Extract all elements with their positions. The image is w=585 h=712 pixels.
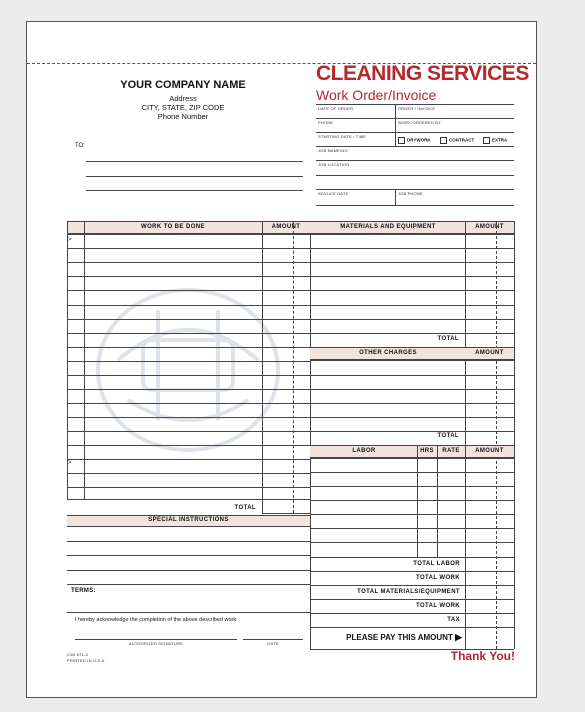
- materials-row-line[interactable]: [310, 319, 514, 320]
- materials-row-line[interactable]: [310, 262, 514, 263]
- work-row-line[interactable]: [67, 431, 310, 432]
- work-row-line[interactable]: [67, 276, 310, 277]
- materials-row-line[interactable]: [310, 613, 514, 614]
- work-row-line[interactable]: [67, 375, 310, 376]
- other-charges-amount-heading: AMOUNT: [475, 350, 504, 356]
- to-line-3[interactable]: [86, 190, 303, 191]
- date-line[interactable]: [243, 639, 303, 640]
- materials-row-line[interactable]: [310, 528, 514, 529]
- signature-label: AUTHORIZED SIGNATURE: [128, 641, 184, 646]
- materials-row-line[interactable]: [310, 486, 514, 487]
- materials-row-line[interactable]: [310, 417, 514, 418]
- job-phone-label: JOB PHONE: [398, 191, 423, 196]
- work-total-label: TOTAL: [234, 505, 256, 511]
- work-row-marker-1: >: [68, 237, 72, 243]
- total-work-2-label: TOTAL WORK: [416, 603, 460, 609]
- other-charges-heading: OTHER CHARGES: [359, 350, 417, 356]
- materials-row-line[interactable]: [310, 542, 514, 543]
- materials-row-line[interactable]: [310, 389, 514, 390]
- special-line-2[interactable]: [67, 555, 310, 556]
- work-row-line[interactable]: [67, 417, 310, 418]
- work-row-line[interactable]: [67, 403, 310, 404]
- materials-row-line[interactable]: [310, 585, 514, 586]
- extra-checkbox[interactable]: EXTRA: [483, 137, 507, 144]
- printed-in-usa: PRINTED IN U.S.A.: [67, 658, 106, 663]
- contract-checkbox[interactable]: CONTRACT: [440, 137, 474, 144]
- date-of-order-label: DATE OF ORDER: [318, 106, 354, 111]
- work-row-line[interactable]: [67, 459, 310, 460]
- work-row-line[interactable]: [67, 290, 310, 291]
- phone-label: PHONE: [318, 120, 334, 125]
- materials-row-line[interactable]: [310, 431, 514, 432]
- job-location-label: JOB LOCATION: [318, 162, 350, 167]
- materials-row-line[interactable]: [310, 276, 514, 277]
- play-arrow-icon: ▶: [455, 632, 462, 642]
- materials-heading: MATERIALS AND EQUIPMENT: [340, 224, 436, 230]
- work-to-be-done-heading: WORK TO BE DONE: [141, 224, 205, 230]
- company-name: YOUR COMPANY NAME: [120, 79, 246, 91]
- company-city: CITY, STATE, ZIP CODE: [141, 103, 225, 112]
- work-row-line[interactable]: [67, 333, 310, 334]
- work-ordered-by-label: WORK ORDERED BY: [398, 120, 442, 125]
- date-label: DATE: [267, 641, 279, 646]
- materials-row-line[interactable]: [310, 333, 514, 334]
- terms-label: TERMS:: [71, 588, 96, 594]
- materials-row-line[interactable]: [310, 472, 514, 473]
- work-row-line[interactable]: [67, 305, 310, 306]
- work-row-line[interactable]: [67, 248, 310, 249]
- materials-row-line[interactable]: [310, 403, 514, 404]
- invoice-date-label: INVOICE DATE: [318, 191, 349, 196]
- signature-line[interactable]: [75, 639, 237, 640]
- special-line-1[interactable]: [67, 541, 310, 542]
- starting-date-label: STARTING DATE / TIME: [318, 134, 367, 139]
- thank-you-text: Thank You!: [450, 649, 515, 663]
- materials-row-line[interactable]: [310, 571, 514, 572]
- work-amount-heading: AMOUNT: [271, 224, 301, 230]
- materials-amount-heading: AMOUNT: [475, 224, 504, 230]
- please-pay-label: PLEASE PAY THIS AMOUNT ▶: [346, 632, 462, 642]
- company-phone: Phone Number: [157, 112, 209, 121]
- work-row-line[interactable]: [67, 389, 310, 390]
- hrs-heading: HRS: [420, 448, 434, 454]
- materials-row-line[interactable]: [310, 290, 514, 291]
- work-row-marker-2: >: [68, 460, 72, 466]
- acknowledge-text: I hereby acknowledge the completion of the above described work:: [75, 617, 238, 623]
- work-row-line[interactable]: [67, 347, 310, 348]
- to-line-2[interactable]: [86, 176, 303, 177]
- labor-amount-heading: AMOUNT: [475, 448, 504, 454]
- work-row-line[interactable]: [67, 473, 310, 474]
- document-subtitle: Work Order/Invoice: [316, 87, 437, 103]
- work-row-line[interactable]: [67, 234, 310, 235]
- work-row-line[interactable]: [67, 487, 310, 488]
- labor-heading: LABOR: [352, 448, 376, 454]
- special-line-3[interactable]: [67, 570, 310, 571]
- materials-row-line[interactable]: [310, 248, 514, 249]
- materials-row-line[interactable]: [310, 557, 514, 558]
- job-name-label: JOB NAME/NO: [318, 148, 348, 153]
- materials-row-line[interactable]: [310, 500, 514, 501]
- rate-heading: RATE: [442, 448, 460, 454]
- document-title: CLEANING SERVICES: [316, 62, 529, 85]
- work-row-line[interactable]: [67, 445, 310, 446]
- total-work-label: TOTAL WORK: [416, 575, 460, 581]
- materials-row-line[interactable]: [310, 234, 514, 235]
- dry-work-checkbox[interactable]: DRYWORK: [398, 137, 431, 144]
- materials-row-line[interactable]: [310, 514, 514, 515]
- work-row-line[interactable]: [67, 499, 310, 500]
- materials-row-line[interactable]: [310, 305, 514, 306]
- watermark-emblem: [88, 270, 288, 470]
- order-no-label: ORDER / INVOICE: [398, 106, 436, 111]
- materials-row-line[interactable]: [310, 375, 514, 376]
- special-instructions-heading: SPECIAL INSTRUCTIONS: [148, 517, 229, 523]
- work-row-line[interactable]: [67, 361, 310, 362]
- materials-row-line[interactable]: [310, 599, 514, 600]
- to-label: TO:: [75, 143, 85, 149]
- materials-row-line[interactable]: [310, 360, 514, 361]
- materials-row-line[interactable]: [310, 458, 514, 459]
- total-materials-label: TOTAL MATERIALS/EQUIPMENT: [357, 589, 460, 595]
- total-labor-label: TOTAL LABOR: [413, 561, 460, 567]
- work-row-line[interactable]: [67, 262, 310, 263]
- form-code: CWI 871-3: [67, 652, 88, 657]
- to-line-1[interactable]: [86, 161, 303, 162]
- other-charges-total-label: TOTAL: [437, 433, 459, 439]
- materials-row-line[interactable]: [310, 627, 514, 628]
- work-row-line[interactable]: [67, 319, 310, 320]
- company-address: Address: [169, 94, 197, 103]
- tax-label: TAX: [447, 617, 460, 623]
- materials-total-label: TOTAL: [437, 336, 459, 342]
